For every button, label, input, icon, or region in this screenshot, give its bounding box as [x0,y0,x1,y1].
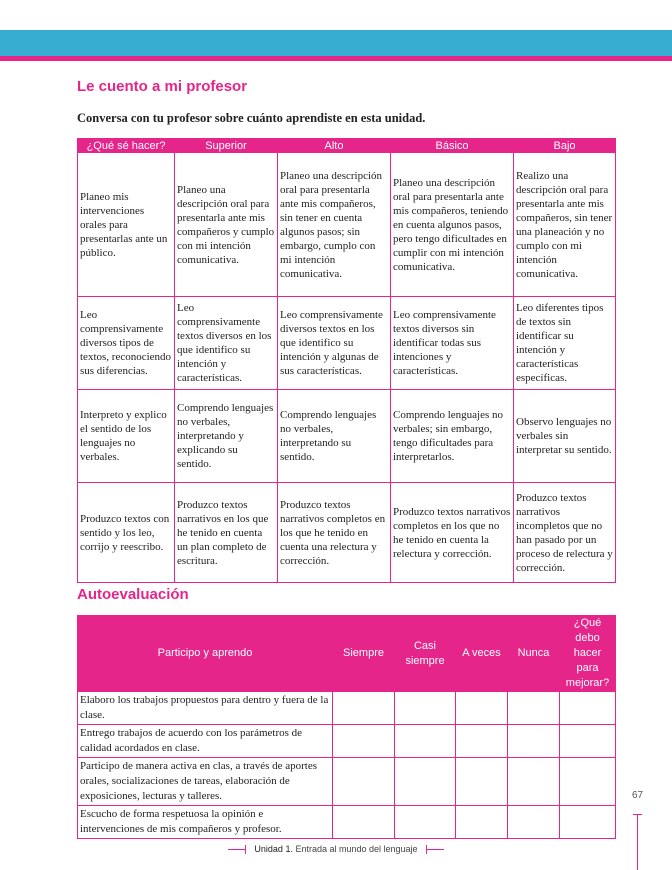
self-check-cell[interactable] [508,758,560,806]
page-side-marker [637,814,638,870]
header-tick [614,73,672,74]
self-criterion: Participo de manera activa en clas, a través de aportes orales, socializaciones de tareas, elaboración de exposiciones, lecturas y talleres. [78,758,333,806]
self-improve-cell[interactable] [560,725,616,758]
footer-left-bar [228,849,246,850]
rubric-cell: Leo comprensivamente diversos textos en los que identifico su intención y algunas de sus características. [278,297,391,390]
self-header-cell: A veces [456,616,508,692]
rubric-header-cell: ¿Qué sé hacer? [78,139,175,153]
self-check-cell[interactable] [333,806,395,839]
self-row [78,725,616,758]
rubric-header-cell: Superior [175,139,278,153]
rubric-header-row [78,139,616,153]
self-row [78,758,616,806]
self-header-cell: ¿Qué debo hacer para mejorar? [560,616,616,692]
self-criterion: Escucho de forma respetuosa la opinión e intervenciones de mis compañeros y profesor. [78,806,333,839]
self-check-cell[interactable] [508,725,560,758]
rubric-row [78,483,616,583]
self-assessment-title: Autoevaluación [77,586,189,603]
self-check-cell[interactable] [456,725,508,758]
self-improve-cell[interactable] [560,806,616,839]
self-check-cell[interactable] [395,758,456,806]
instruction-text: Conversa con tu profesor sobre cuánto aprendiste en esta unidad. [77,111,426,125]
rubric-row [78,297,616,390]
rubric-cell: Comprendo lenguajes no verbales; sin embargo, tengo dificultades para interpretarlos. [391,390,514,483]
rubric-header-cell: Básico [391,139,514,153]
rubric-cell: Produzco textos narrativos en los que he tenido en cuenta un plan completo de escritura. [175,483,278,583]
self-header-row [78,616,616,692]
self-check-cell[interactable] [456,806,508,839]
rubric-row [78,390,616,483]
self-header-cell: Nunca [508,616,560,692]
header-accent-line [0,56,672,61]
rubric-cell: Produzco textos con sentido y los leo, corrijo y reescribo. [78,483,175,583]
rubric-cell: Produzco textos narrativos incompletos que no han pasado por un proceso de relectura y corrección. [514,483,616,583]
rubric-cell: Interpreto y explico el sentido de los lenguajes no verbales. [78,390,175,483]
rubric-cell: Produzco textos narrativos completos en los que he tenido en cuenta una relectura y corrección. [278,483,391,583]
page-number: 67 [632,790,644,801]
self-row [78,806,616,839]
rubric-cell: Leo comprensivamente textos diversos sin identificar todas sus intenciones y características. [391,297,514,390]
rubric-cell: Planeo una descripción oral para presentarla ante mis compañeros y cumplo con mi intención comunicativa. [175,153,278,297]
rubric-table [77,138,616,583]
self-check-cell[interactable] [395,725,456,758]
rubric-header-cell: Bajo [514,139,616,153]
self-criterion: Entrego trabajos de acuerdo con los parámetros de calidad acordados en clase. [78,725,333,758]
self-check-cell[interactable] [456,758,508,806]
rubric-cell: Realizo una descripción oral para presentarla ante mis compañeros, sin tener una planeación y no cumplo con mi intención comunicativa. [514,153,616,297]
rubric-cell: Leo comprensivamente diversos tipos de textos, reconociendo sus diferencias. [78,297,175,390]
rubric-cell: Planeo una descripción oral para presentarla ante mis compañeros, teniendo en cuenta algunos pasos, pero tengo dificultades en cumplir con mi intención comunicativa. [391,153,514,297]
footer-unit: Unidad 1. [254,844,293,854]
rubric-row [78,153,616,297]
rubric-cell: Comprendo lenguajes no verbales, interpretando su sentido. [278,390,391,483]
self-check-cell[interactable] [395,692,456,725]
footer-right-bar [426,849,444,850]
self-check-cell[interactable] [508,692,560,725]
self-header-cell: Siempre [333,616,395,692]
page-title: Le cuento a mi profesor [77,78,248,95]
self-check-cell[interactable] [333,692,395,725]
self-check-cell[interactable] [333,725,395,758]
self-improve-cell[interactable] [560,692,616,725]
self-row [78,692,616,725]
self-improve-cell[interactable] [560,758,616,806]
rubric-cell: Planeo una descripción oral para presentarla ante mis compañeros, sin tener en cuenta algunos pasos; sin embargo, cumplo con mi intención comunicativa. [278,153,391,297]
self-check-cell[interactable] [395,806,456,839]
rubric-header-cell: Alto [278,139,391,153]
rubric-cell: Planeo mis intervenciones orales para presentarlas ante un público. [78,153,175,297]
self-check-cell[interactable] [456,692,508,725]
rubric-cell: Produzco textos narrativos completos en los que no he tenido en cuenta la relectura y corrección. [391,483,514,583]
self-header-cell: Casi siempre [395,616,456,692]
rubric-cell: Leo diferentes tipos de textos sin identificar su intención y características específicas. [514,297,616,390]
rubric-cell: Leo comprensivamente textos diversos en los que identifico su intención y características. [175,297,278,390]
page-footer [0,844,672,854]
self-header-cell: Participo y aprendo [78,616,333,692]
self-check-cell[interactable] [333,758,395,806]
footer-unit-title: Entrada al mundo del lenguaje [295,844,418,854]
self-criterion: Elaboro los trabajos propuestos para dentro y fuera de la clase. [78,692,333,725]
rubric-cell: Observo lenguajes no verbales sin interpretar su sentido. [514,390,616,483]
self-check-cell[interactable] [508,806,560,839]
header-band [0,30,672,56]
rubric-cell: Comprendo lenguajes no verbales, interpretando y explicando su sentido. [175,390,278,483]
self-assessment-table [77,615,616,839]
